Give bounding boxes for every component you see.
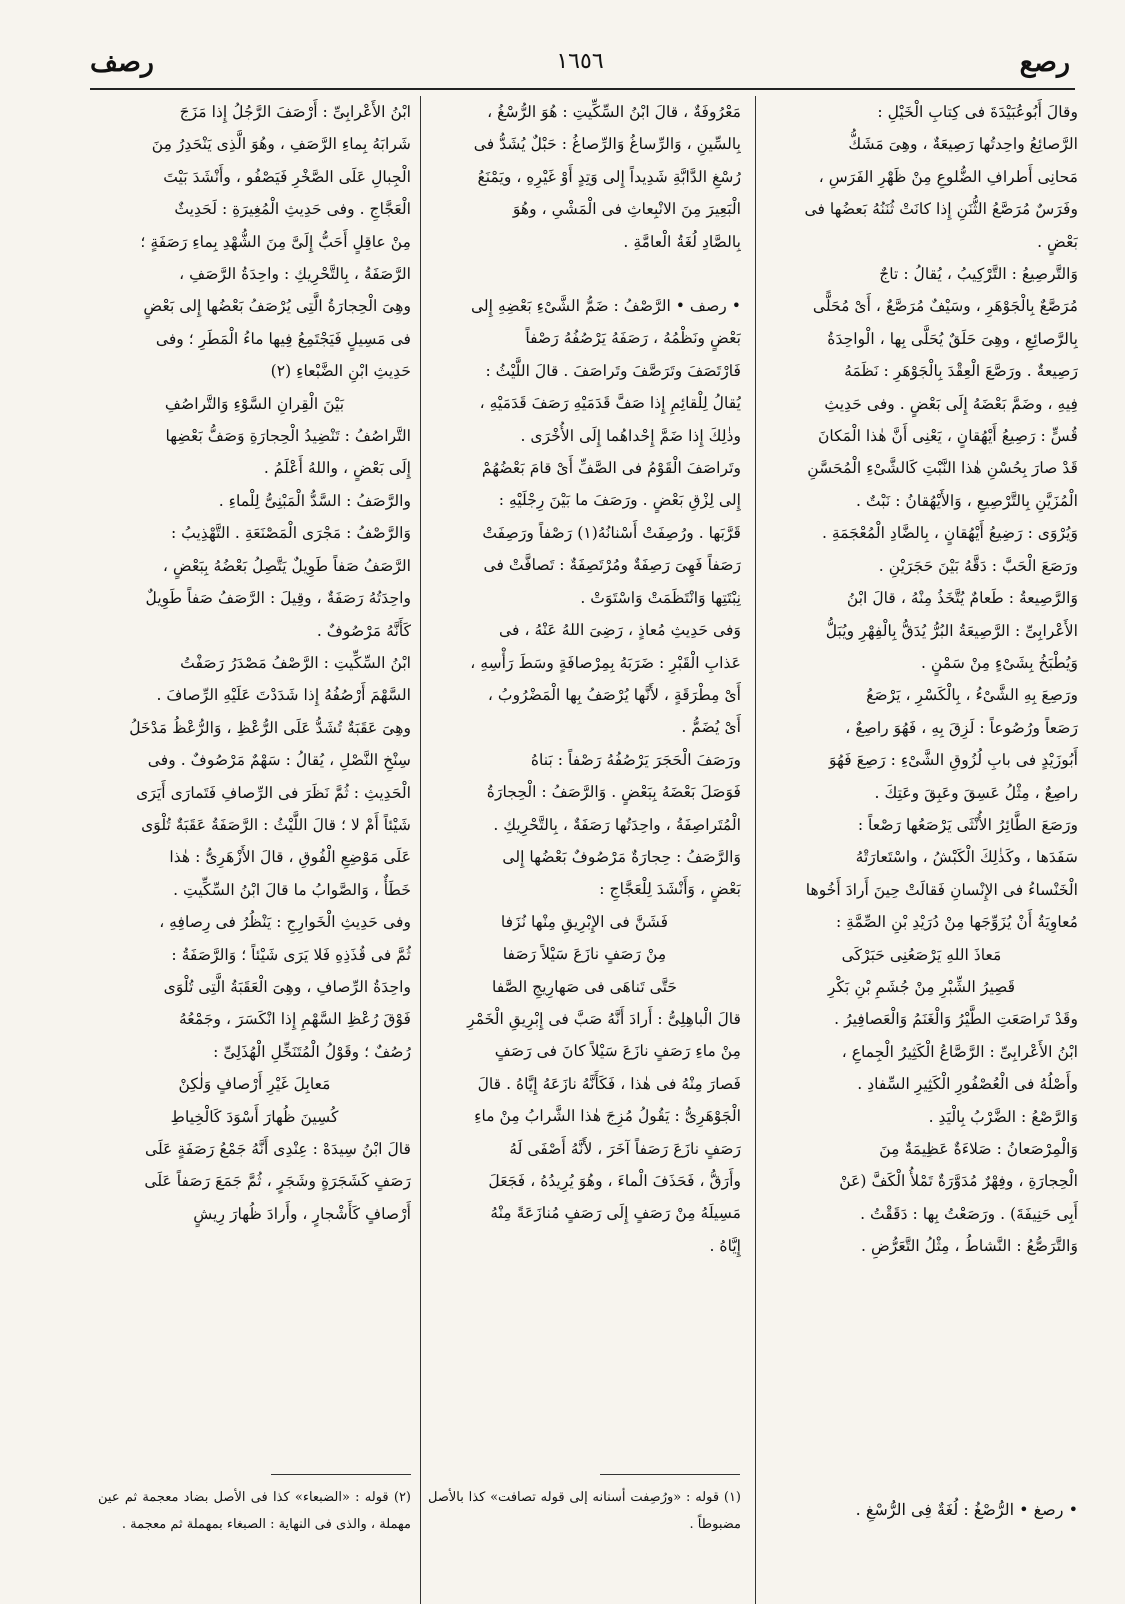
text-line: وفَرَسٌ مُرَصَّعُ الثُّنَنِ إِذا كانَتْ ثُنَنُهُ بَعضُها فى <box>804 200 1078 219</box>
text-line: والرَّصَفُ : السَّدُّ الْمَبْنِىُّ لِلْماءِ . <box>218 491 411 510</box>
text-line: ثُمَّ فى قُذَذِهِ فَلا يَرَى شَيْئاً ؛ وَالرَّصَفَةُ : <box>171 945 411 964</box>
text-line: إِلى لِزْقِ بَعْضٍ . ورَصَفَ ما بَيْنَ رِجْلَيْهِ : <box>498 491 741 510</box>
text-line: فَشَنَّ فى الإِبْرِيقِ مِنْها نُزَفا <box>500 912 669 931</box>
text-line: بِالرَّصائِعِ ، وهِىَ حَلَقٌ يُحَلَّى بِها ، الْواحِدَةُ <box>827 329 1078 348</box>
footnote-rule <box>600 1474 740 1475</box>
text-line: فِيهِ ، وضَمَّ بَعْضَهُ إِلَى بَعْضٍ . وفى حَدِيثِ <box>824 394 1078 413</box>
text-line: وَالتَّرصِيعُ : التَّرْكِيبُ ، يُقالُ : تاجٌ <box>879 265 1078 284</box>
footnote-rule <box>271 1474 411 1475</box>
text-line: مِنْ رَصَفٍ نازَعَ سَيْلاً رَصَفا <box>502 945 667 964</box>
text-line: عَذابِ الْقَبْرِ : ضَرَبَهُ بِمِرْصافَةٍ وسَطَ رَأْسِهِ ، <box>470 653 741 672</box>
text-line: الْجِبالِ عَلَى الصَّخْرِ فَيَصْفُو ، وأَنْشَدَ بَيْتَ <box>163 167 411 186</box>
text-line: الرَّصَفَةُ ، بِالتَّحْرِيكِ : واحِدَةُ الرَّصَفِ ، <box>179 265 411 284</box>
text-line: مَسِيلَهُ مِنْ رَصَفٍ إِلَى رَصَفٍ مُنازَعَةً مِنْهُ <box>490 1204 741 1223</box>
running-headword-left: رصف <box>90 47 154 78</box>
text-line: رَصَفاً فَهِىَ رَصِفَةٌ ومُرْتَصِفَةٌ : تَصافَّتْ فى <box>483 556 741 575</box>
text-line: مَعابِلَ غَيْرِ أَرْصافٍ وَلٰكِنْ <box>178 1075 331 1094</box>
text-line: الْخَنْساءُ فى الإِنْسانِ فَقالَتْ حِينَ أَرادَ أَخُوها <box>805 880 1078 899</box>
text-line: ورَصَعَ الطَّائِرُ الأُنْثَى يَرْصَعُها رَصْعاً : <box>857 815 1078 834</box>
text-line: أَبِى حَنِيفَةَ) . ورَصَعْتُ بِها : دَقَقْتُ . <box>860 1204 1078 1223</box>
text-line: الْعَجَّاجِ . وفى حَدِيثِ الْمُغِيرَةِ : لَحَدِيثٌ <box>174 200 411 219</box>
text-line: إِيَّاهُ . <box>709 1236 741 1255</box>
text-column-right <box>765 96 1078 1474</box>
text-line: فَوْقَ رُعْظِ السَّهْمِ إِذا انْكَسَرَ ، وجَمْعُهُ <box>178 1010 411 1029</box>
text-line: قالَ ابْنُ سِيدَهْ : عِنْدِى أَنَّهُ جَمْعُ رَصَفَةٍ عَلَى <box>145 1140 411 1158</box>
text-line: شَيْئاً أَمْ لا ؛ قالَ اللَّيْثُ : الرَّصَفَةُ عَقَبَةٌ تُلْوَى <box>141 815 411 834</box>
text-line: ورَصَعَ الْحَبَّ : دَقَّهُ بَيْنَ حَجَرَيْنِ . <box>878 556 1078 575</box>
text-line: الْحَدِيثِ : ثُمَّ نَظَرَ فى الرِّصافِ فَتَمارَى أَيَرَى <box>136 783 411 802</box>
text-line: راصِعٌ ، مِثْلُ عَسِقَ وعَبِقَ وعَتِكَ . <box>874 783 1078 802</box>
text-line: رَصَفٍ كَشَجَرَةٍ وشَجَرٍ ، ثُمَّ جَمَعَ رَصَفاً عَلَى <box>144 1172 411 1191</box>
text-line: مُعاوِيَةُ أَنْ يُزَوِّجَها مِنْ دُرَيْدِ بْنِ الصِّمَّةِ : <box>835 913 1078 932</box>
text-line: وقَدْ تَراصَعَتِ الطَّيْرُ وَالْغَنَمُ وَالْعَصافِيرُ . <box>834 1010 1078 1029</box>
text-line: وَفى حَدِيثِ مُعاذٍ ، رَضِىَ اللهُ عَنْهُ ، فى <box>499 621 741 640</box>
text-line: بَعْضٍ ونَظْمُهُ ، رَصَفَهُ يَرْصُفُهُ رَصْفاً <box>525 329 741 348</box>
text-line: يُقالُ لِلْقائِمِ إِذا صَفَّ قَدَمَيْهِ رَصَفَ قَدَمَيْهِ ، <box>479 394 741 413</box>
text-line: ورَصَفَ الْحَجَرَ يَرْصُفُهُ رَصْفاً : بَناهُ <box>530 750 741 769</box>
text-line: فَصارَ مِنْهُ فى هٰذا ، فَكَأَنَّهُ نازَعَهُ إِيَّاهُ . قالَ <box>477 1074 741 1093</box>
text-line: الرَّصائِعُ واحِدتُها رَصِيعَةٌ ، وهِىَ مَشَكُّ <box>848 135 1078 154</box>
text-line: ابْنُ الأَعْرابِىِّ : الرَّصَّاعُ الْكَثِيرُ الْجِماعِ ، <box>841 1042 1078 1061</box>
text-line: السَّهْمَ أَرْصُفُهُ إِذا شَدَدْتَ عَلَيْهِ الرِّصافَ . <box>156 686 411 705</box>
text-line: قَصِيرُ الشِّبْرِ مِنْ جُشَمِ بْنِ بَكْرِ <box>827 977 1016 996</box>
text-line: أَىْ مِطْرَقَةٍ ، لأَنَّها يُرْصَفُ بِها الْمَضْرُوبُ ، <box>487 685 741 704</box>
text-line: وَالتَّرَصُّعُ : النَّشاطُ ، مِثْلُ التَّعَرُّضِ . <box>861 1237 1078 1256</box>
text-line: شَرابَهُ بِماءِ الرَّصَفِ ، وهُوَ الَّذِى يَنْحَدِرُ مِنَ <box>151 135 411 154</box>
text-line: عَلَى مَوْضِعِ الْفُوقِ ، قالَ الأَزْهَرِىُّ : هٰذا <box>169 848 411 867</box>
text-line: فَارْتَصَفَ وتَرَصَّفَ وتَراصَفَ . قالَ اللَّيْثُ : <box>485 361 741 380</box>
page-header <box>90 45 1070 85</box>
text-line: بِالسِّينِ ، وَالرِّساغُ وَالرِّصاغُ : حَبْلٌ يُشَدُّ فى <box>473 135 741 154</box>
text-line: قُسٍّ : رَصِيعُ أَيْهُقانٍ ، يَعْنِى أَنَّ هٰذا الْمَكانَ <box>817 427 1078 446</box>
text-line: الْحِجارَةِ ، وفِهْرٌ مُدَوَّرَةٌ تَمْلأُ الْكَفَّ (عَنْ <box>839 1172 1078 1191</box>
text-line: كَأَنَّهُ مَرْصُوفٌ . <box>316 621 411 640</box>
column-divider <box>420 96 421 1604</box>
text-line: بَعْضٍ ، وَأَنْشَدَ لِلْعَجَّاجِ : <box>599 880 741 899</box>
page-number: ١٦٥٦ <box>556 49 604 74</box>
text-line: رُصُفٌ ؛ وقَوْلُ الْمُتَنَخِّلِ الْهُذَلِىِّ : <box>213 1042 411 1061</box>
text-line: وَيُطْبَخُ بِشَىْءٍ مِنْ سَمْنٍ . <box>921 653 1078 672</box>
text-line: أَىْ يُضَمُّ . <box>681 718 741 737</box>
text-line: واحِدَةُ الرِّصافِ ، وهِىَ الْعَقَبَةُ الَّتِى تُلْوَى <box>163 977 411 996</box>
text-line: وهِىَ الْحِجارَةُ الَّتِى يُرْصَفُ بَعْضُها إِلى بَعْضٍ <box>143 297 411 316</box>
text-line: وذٰلِكَ إِذا ضَمَّ إِحْداهُما إِلَى الأُخْرَى . <box>520 426 741 445</box>
text-line: رُسْغِ الدَّابَّةِ شَدِيداً إِلى وَتِدٍ أَوْ غَيْرِهِ ، ويَمْنَعُ <box>477 167 741 186</box>
header-rule <box>90 88 1075 90</box>
text-line: الْمُزَيَّنِ بِالتَّرْصِيعِ ، وَالأَيْهُقانُ : نَبْتٌ . <box>855 491 1078 510</box>
text-line: بَيْنَ الْقِرانِ السَّوْءِ وَالتَّراصُفِ <box>164 394 345 413</box>
text-column-middle <box>428 96 741 1474</box>
text-line: فَوَصَلَ بَعْضَهُ بِبَعْضٍ . وَالرَّصَفُ : الْحِجارَةُ <box>486 783 741 802</box>
text-line: مِنْ عاقِلٍ أَحَبُّ إِلَىَّ مِنَ الشُّهْدِ بِماءِ رَصَفَةٍ ؛ <box>140 232 411 251</box>
text-line: الْبَعِيرَ مِنَ الانْبِعاثِ فى الْمَشْىِ ، وهُوَ <box>512 200 741 219</box>
footnote: (٢) قوله : «الضبعاء» كذا فى الأصل بضاد معجمة ثم عين مهملة ، والذى فى النهاية : الصبغاء بمهملة ثم معجمة . <box>98 1490 411 1532</box>
text-line: حَدِيثِ ابْنِ الضَّبْعاءِ (٢) <box>270 362 411 381</box>
text-line: وَالرَّصِيعةُ : طَعامٌ يُتَّخَذُ مِنْهُ ، قالَ ابْنُ <box>846 589 1078 608</box>
text-line: رَصِيعةٌ . ورَصَّعَ الْعِقْدَ بِالْجَوْهَرِ : نَظَمَهُ <box>844 362 1078 381</box>
text-line: وَيُرْوَى : رَضِيعُ أَيْهُقانٍ ، بِالضَّادِ الْمُعْجَمَةِ . <box>821 524 1078 543</box>
text-line: الْمُتَراصِفَةُ ، واحِدَتُها رَصَفَةٌ ، بِالتَّحْرِيكِ . <box>493 815 741 834</box>
text-line: كُسِينَ ظُهارَ أَسْوَدَ كَالْخِياطِ <box>170 1107 339 1126</box>
column-divider <box>755 96 756 1604</box>
blank-line <box>428 258 741 290</box>
text-line: التَّراصُفُ : تَنْضِيدُ الْحِجارَةِ وَصَفُّ بَعْضِها <box>165 427 411 446</box>
text-line: واحِدَتُهُ رَصَفَةٌ ، وقِيلَ : الرَّصَفُ صَفاً طَوِيلٌ <box>145 589 411 608</box>
text-line: وفى حَدِيثِ الْخَوارِجِ : يَنْظُرُ فى رِصافِهِ ، <box>159 913 411 932</box>
text-line: مَعْرُوفَةٌ ، قالَ ابْنُ السِّكِّيتِ : هُوَ الرُّسْغُ ، <box>487 103 741 121</box>
bottom-entry: • رصغ • الرُّصْغُ : لُغَةٌ فِى الرُّسْغِ . <box>855 1500 1078 1519</box>
text-line: وَالْمِرْصَعانُ : صَلاءَةٌ عَظِيمَةٌ مِنَ <box>879 1140 1078 1158</box>
text-line: وَالرَّصْعُ : الضَّرْبُ بِالْيَدِ . <box>928 1107 1078 1126</box>
text-line: أَرْصافٍ كَأَشْجارٍ ، وأَرادَ ظُهارَ رِيشٍ <box>193 1204 411 1223</box>
text-line: وقالَ أَبُوعُبَيْدَةَ فى كِتابِ الْخَيْلِ : <box>877 103 1078 121</box>
text-line: ورَصِعَ بِهِ الشَّىْءُ ، بِالْكَسْرِ ، يَرْصَعُ <box>866 686 1078 705</box>
text-line: فى مَسِيلٍ فَيَجْتَمِعُ فِيها ماءُ الْمَطَرِ ؛ وفى <box>155 329 411 348</box>
text-line: قالَ الْباهِلِىُّ : أَرادَ أَنَّهُ صَبَّ فى إِبْرِيقِ الْخَمْرِ <box>467 1009 741 1028</box>
text-line: رَصَعاً ورُصُوعاً : لَزِقَ بِهِ ، فَهُوَ راصِعٌ ، <box>845 718 1078 737</box>
text-line: مِنْ ماءِ رَصَفٍ نازَعَ سَيْلاً كانَ فى رَصَفٍ <box>494 1042 741 1061</box>
text-column-left <box>98 96 411 1474</box>
text-line: وتَراصَفَ الْقَوْمُ فى الصَّفِّ أَىْ قامَ بَعْضُهُمْ <box>481 459 741 478</box>
text-line: أَبُوزَيْدٍ فى بابِ لُزُوقِ الشَّىْءِ : رَصِعَ فَهُوَ <box>828 751 1078 770</box>
text-line: حَتَّى تَناهَى فى صَهارِيجِ الصَّفا <box>491 977 677 996</box>
text-line: مَحانِى أَطرافِ الضُّلوعِ مِنْ ظَهْرِ الفَرَسِ ، <box>818 167 1078 186</box>
text-line: الرَّصَفُ صَفاً طَوِيلٌ يَتَّصِلُ بَعْضُهُ بِبَعْضٍ ، <box>162 556 411 575</box>
text-line: إِلَى بَعْضٍ ، واللهُ أَعْلَمُ . <box>263 459 411 478</box>
text-line: • رصف • الرَّصْفُ : ضَمُّ الشَّىْءِ بَعْضِهِ إِلى <box>470 297 741 316</box>
text-line: خَطَأٌ ، وَالصَّوابُ ما قالَ ابْنُ السِّكِّيتِ . <box>173 880 411 899</box>
text-line: الْجَوْهَرِىُّ : يَقُولُ مُزِجَ هٰذا الشَّرابُ مِنْ ماءِ <box>474 1107 741 1126</box>
text-line: وَالرَّصَفُ : حِجارَةٌ مَرْصُوفٌ بَعْضُها إِلى <box>502 847 741 866</box>
text-line: وأَرَقُّ ، فَحَذَفَ الْماءَ ، وهُوَ يُرِيدُهُ ، فَجَعَلَ <box>488 1172 741 1190</box>
text-line: ابْنُ الأَعْرابِىِّ : أَرْصَفَ الرَّجُلُ إِذا مَزَجَ <box>179 103 411 121</box>
text-line: قَرَّبَها . ورُصِفَتْ أَسْنانُهُ(١) رَصْفاً ورَصِفَتْ <box>482 523 741 542</box>
text-line: وهِىَ عَقَبَةٌ تُشَدُّ عَلَى الرُّعْظِ ، وَالرُّعْظُ مَدْخَلُ <box>129 718 411 737</box>
text-line: بِالصَّادِ لُغَةُ الْعامَّةِ . <box>623 232 741 251</box>
text-line: سِنْخِ النَّصْلِ ، يُقالُ : سَهْمٌ مَرْصُوفٌ . وفى <box>147 751 411 770</box>
running-headword-right: رصع <box>1019 47 1070 78</box>
text-line: مُرَصَّعٌ بِالْجَوْهَرِ ، وسَيْفٌ مُرَصَّعٌ ، أَىْ مُحَلًّى <box>812 297 1078 316</box>
text-line: الأَعْرابِىِّ : الرَّصِيعَةُ البُرُّ يُدَقُّ بِالْفِهْرِ ويُبَلُّ <box>825 621 1078 640</box>
text-line: بَعْضٍ . <box>1037 232 1078 251</box>
text-line: وَالرَّصْفُ : مَجْرَى الْمَصْنَعَةِ . التَّهْذِيبُ : <box>170 524 411 543</box>
text-line: نِبْتَتِها وَانْتَظَمَتْ وَاسْتَوَتْ . <box>580 588 741 607</box>
text-line: سَفَدَها ، وكَذٰلِكَ الْكَبْشُ ، واسْتَعارَتْهُ <box>855 848 1078 867</box>
footnote: (١) قوله : «ورُصِفت أسنانه إلى قوله تصافت» كذا بالأصل مضبوطاً . <box>428 1490 741 1532</box>
text-line: مَعاذَ اللهِ يَرْصَعُنِى حَبَرْكَى <box>841 945 1002 964</box>
text-line: قَدْ صارَ بِحُسْنِ هٰذا النَّبْتِ كَالشَّىْءِ الْمُحَسَّنِ <box>807 459 1078 478</box>
text-line: ابْنُ السِّكِّيتِ : الرَّصْفُ مَصْدَرُ رَصَفْتُ <box>180 653 411 672</box>
text-line: رَصَفٍ نازَعَ رَصَفاً آخَرَ ، لأَنَّهُ أَصْفَى لَهُ <box>509 1139 741 1158</box>
text-line: وأَصْلُهُ فى الْعُصْفُورِ الْكَثِيرِ السِّفادِ . <box>857 1075 1078 1094</box>
